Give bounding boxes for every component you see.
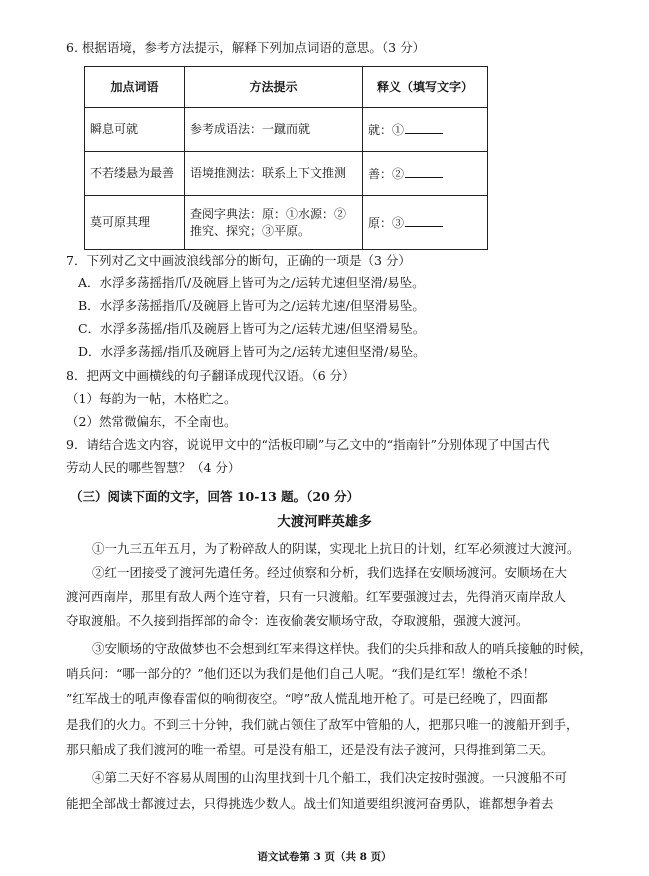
- passage-title: 大渡河畔英雄多: [277, 514, 372, 530]
- passage-line: 那只船成了我们渡河的唯一希望。可是没有船工，还是没有法子渡河，只得推到第二天。: [66, 742, 554, 757]
- q6-table: [84, 66, 488, 250]
- row-method: 语境推测法：联系上下文推测: [185, 152, 363, 196]
- row-word: 瞬息可就: [85, 108, 185, 152]
- row-method: 参考成语法：一蹴而就: [185, 108, 363, 152]
- row-meaning: 原：③: [368, 215, 405, 230]
- passage-line: ②红一团接受了渡河先遣任务。经过侦察和分析，我们选择在安顺场渡河。安顺场在大: [92, 565, 568, 580]
- q9-line-1: 9．请结合选文内容，说说甲文中的“活板印刷”与乙文中的“指南针”分别体现了中国古代: [66, 437, 550, 452]
- header-meaning: 释义（填写文字）: [363, 67, 488, 108]
- q8-item-2: （2）然常微偏东，不全南也。: [66, 414, 237, 429]
- table-row: [85, 108, 488, 152]
- row-meaning-cell: [363, 152, 488, 196]
- q7-prompt: 7．下列对乙文中画波浪线部分的断句，正确的一项是（3 分）: [66, 253, 411, 268]
- passage-line: 是我们的火力。不到三十分钟，我们就占领住了敌军中管船的人，把那只唯一的渡船开到手，: [66, 717, 579, 732]
- header-method: 方法提示: [185, 67, 363, 108]
- passage-line: ”红军战士的吼声像春雷似的响彻夜空。“哼”敌人慌乱地开枪了。可是已经晚了，四面都: [66, 691, 548, 706]
- q7-option-a: A．水浮多荡摇指爪/及碗唇上皆可为之/运转尤速但坚滑/易坠。: [78, 275, 425, 290]
- row-meaning-cell: [363, 196, 488, 250]
- row-word: 莫可原其理: [85, 196, 185, 250]
- passage-line: 哨兵问：“哪一部分的？”他们还以为我们是他们自己人呢。“我们是红军！缴枪不杀！: [66, 666, 536, 681]
- q7-option-c: C．水浮多荡摇/指爪及碗唇上皆可为之/运转尤速/但坚滑易坠。: [78, 321, 426, 336]
- row-method-line: 查阅字典法：原：①水源：②: [190, 206, 347, 221]
- answer-blank[interactable]: [405, 121, 443, 134]
- row-method-line: 推究、探究；③平原。: [190, 223, 311, 238]
- q8-item-1: （1）每韵为一帖，木格贮之。: [66, 391, 237, 406]
- row-method: [185, 196, 363, 250]
- row-meaning: 就：①: [368, 122, 405, 137]
- passage-line: 能把全部战士都渡过去，只得挑选少数人。战士们知道要组织渡河奋勇队，谁都想争着去: [66, 796, 554, 811]
- answer-blank[interactable]: [405, 165, 443, 178]
- header-word: 加点词语: [85, 67, 185, 108]
- q8-prompt: 8．把两文中画横线的句子翻译成现代汉语。（6 分）: [66, 368, 355, 383]
- table-header-row: [85, 67, 488, 108]
- passage-line: ④第二天好不容易从周围的山沟里找到十几个船工，我们决定按时强渡。一只渡船不可: [92, 770, 568, 785]
- row-word: 不若缕悬为最善: [85, 152, 185, 196]
- passage-line: ③安顺场的守敌做梦也不会想到红军来得这样快。我们的尖兵排和敌人的哨兵接触的时候，: [92, 641, 593, 656]
- table-row: [85, 152, 488, 196]
- section3-heading: （三）阅读下面的文字，回答 10-13 题。（20 分）: [70, 489, 360, 504]
- page-footer: 语文试卷第 3 页（共 8 页）: [257, 851, 392, 863]
- row-meaning-cell: [363, 108, 488, 152]
- answer-blank[interactable]: [405, 214, 443, 227]
- table-row: [85, 196, 488, 250]
- passage-line: 夺取渡船。不久接到指挥部的命令：连夜偷袭安顺场守敌，夺取渡船，强渡大渡河。: [66, 613, 529, 628]
- row-meaning: 善：②: [368, 166, 405, 181]
- q7-option-d: D．水浮多荡摇/指爪及碗唇上皆可为之/运转尤速但坚滑/易坠。: [78, 344, 426, 359]
- q7-option-b: B．水浮多荡摇指爪/及碗唇上皆可为之/运转尤速/但坚滑易坠。: [78, 298, 425, 313]
- q9-line-2: 劳动人民的哪些智慧？（4 分）: [66, 460, 241, 475]
- passage-line: 渡河西南岸，那里有敌人两个连守着，只有一只渡船。红军要强渡过去，先得消灭南岸敌人: [66, 589, 567, 604]
- q6-prompt: 6. 根据语境，参考方法提示，解释下列加点词语的意思。（3 分）: [66, 40, 426, 55]
- passage-line: ①一九三五年五月，为了粉碎敌人的阴谋，实现北上抗日的计划，红军必须渡过大渡河。: [92, 541, 580, 556]
